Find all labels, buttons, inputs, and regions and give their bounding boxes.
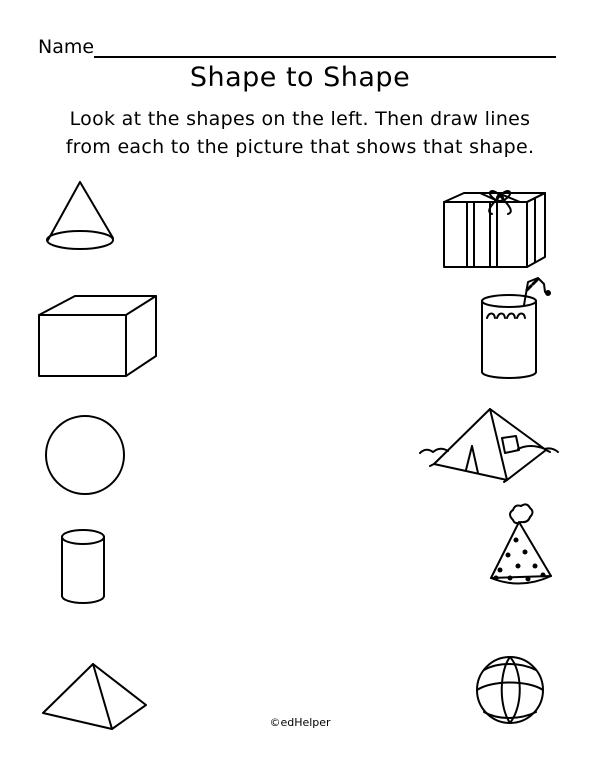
instruction-line-2: from each to the picture that shows that shape. [65,136,535,158]
sphere-icon [46,416,124,494]
cone-icon [47,182,113,249]
gift-box-icon [444,191,545,267]
instruction-line-1: Look at the shapes on the left. Then draw lines [69,108,531,130]
tent-icon [420,409,558,482]
page-title: Shape to Shape [189,62,411,93]
cube-icon [39,296,156,376]
party-hat-icon [491,504,551,583]
cup-with-straw-icon [482,278,550,378]
name-label: Name [38,36,95,58]
cylinder-icon [62,530,104,603]
copyright-text: ©edHelper [269,716,331,729]
beach-ball-icon [477,657,543,723]
